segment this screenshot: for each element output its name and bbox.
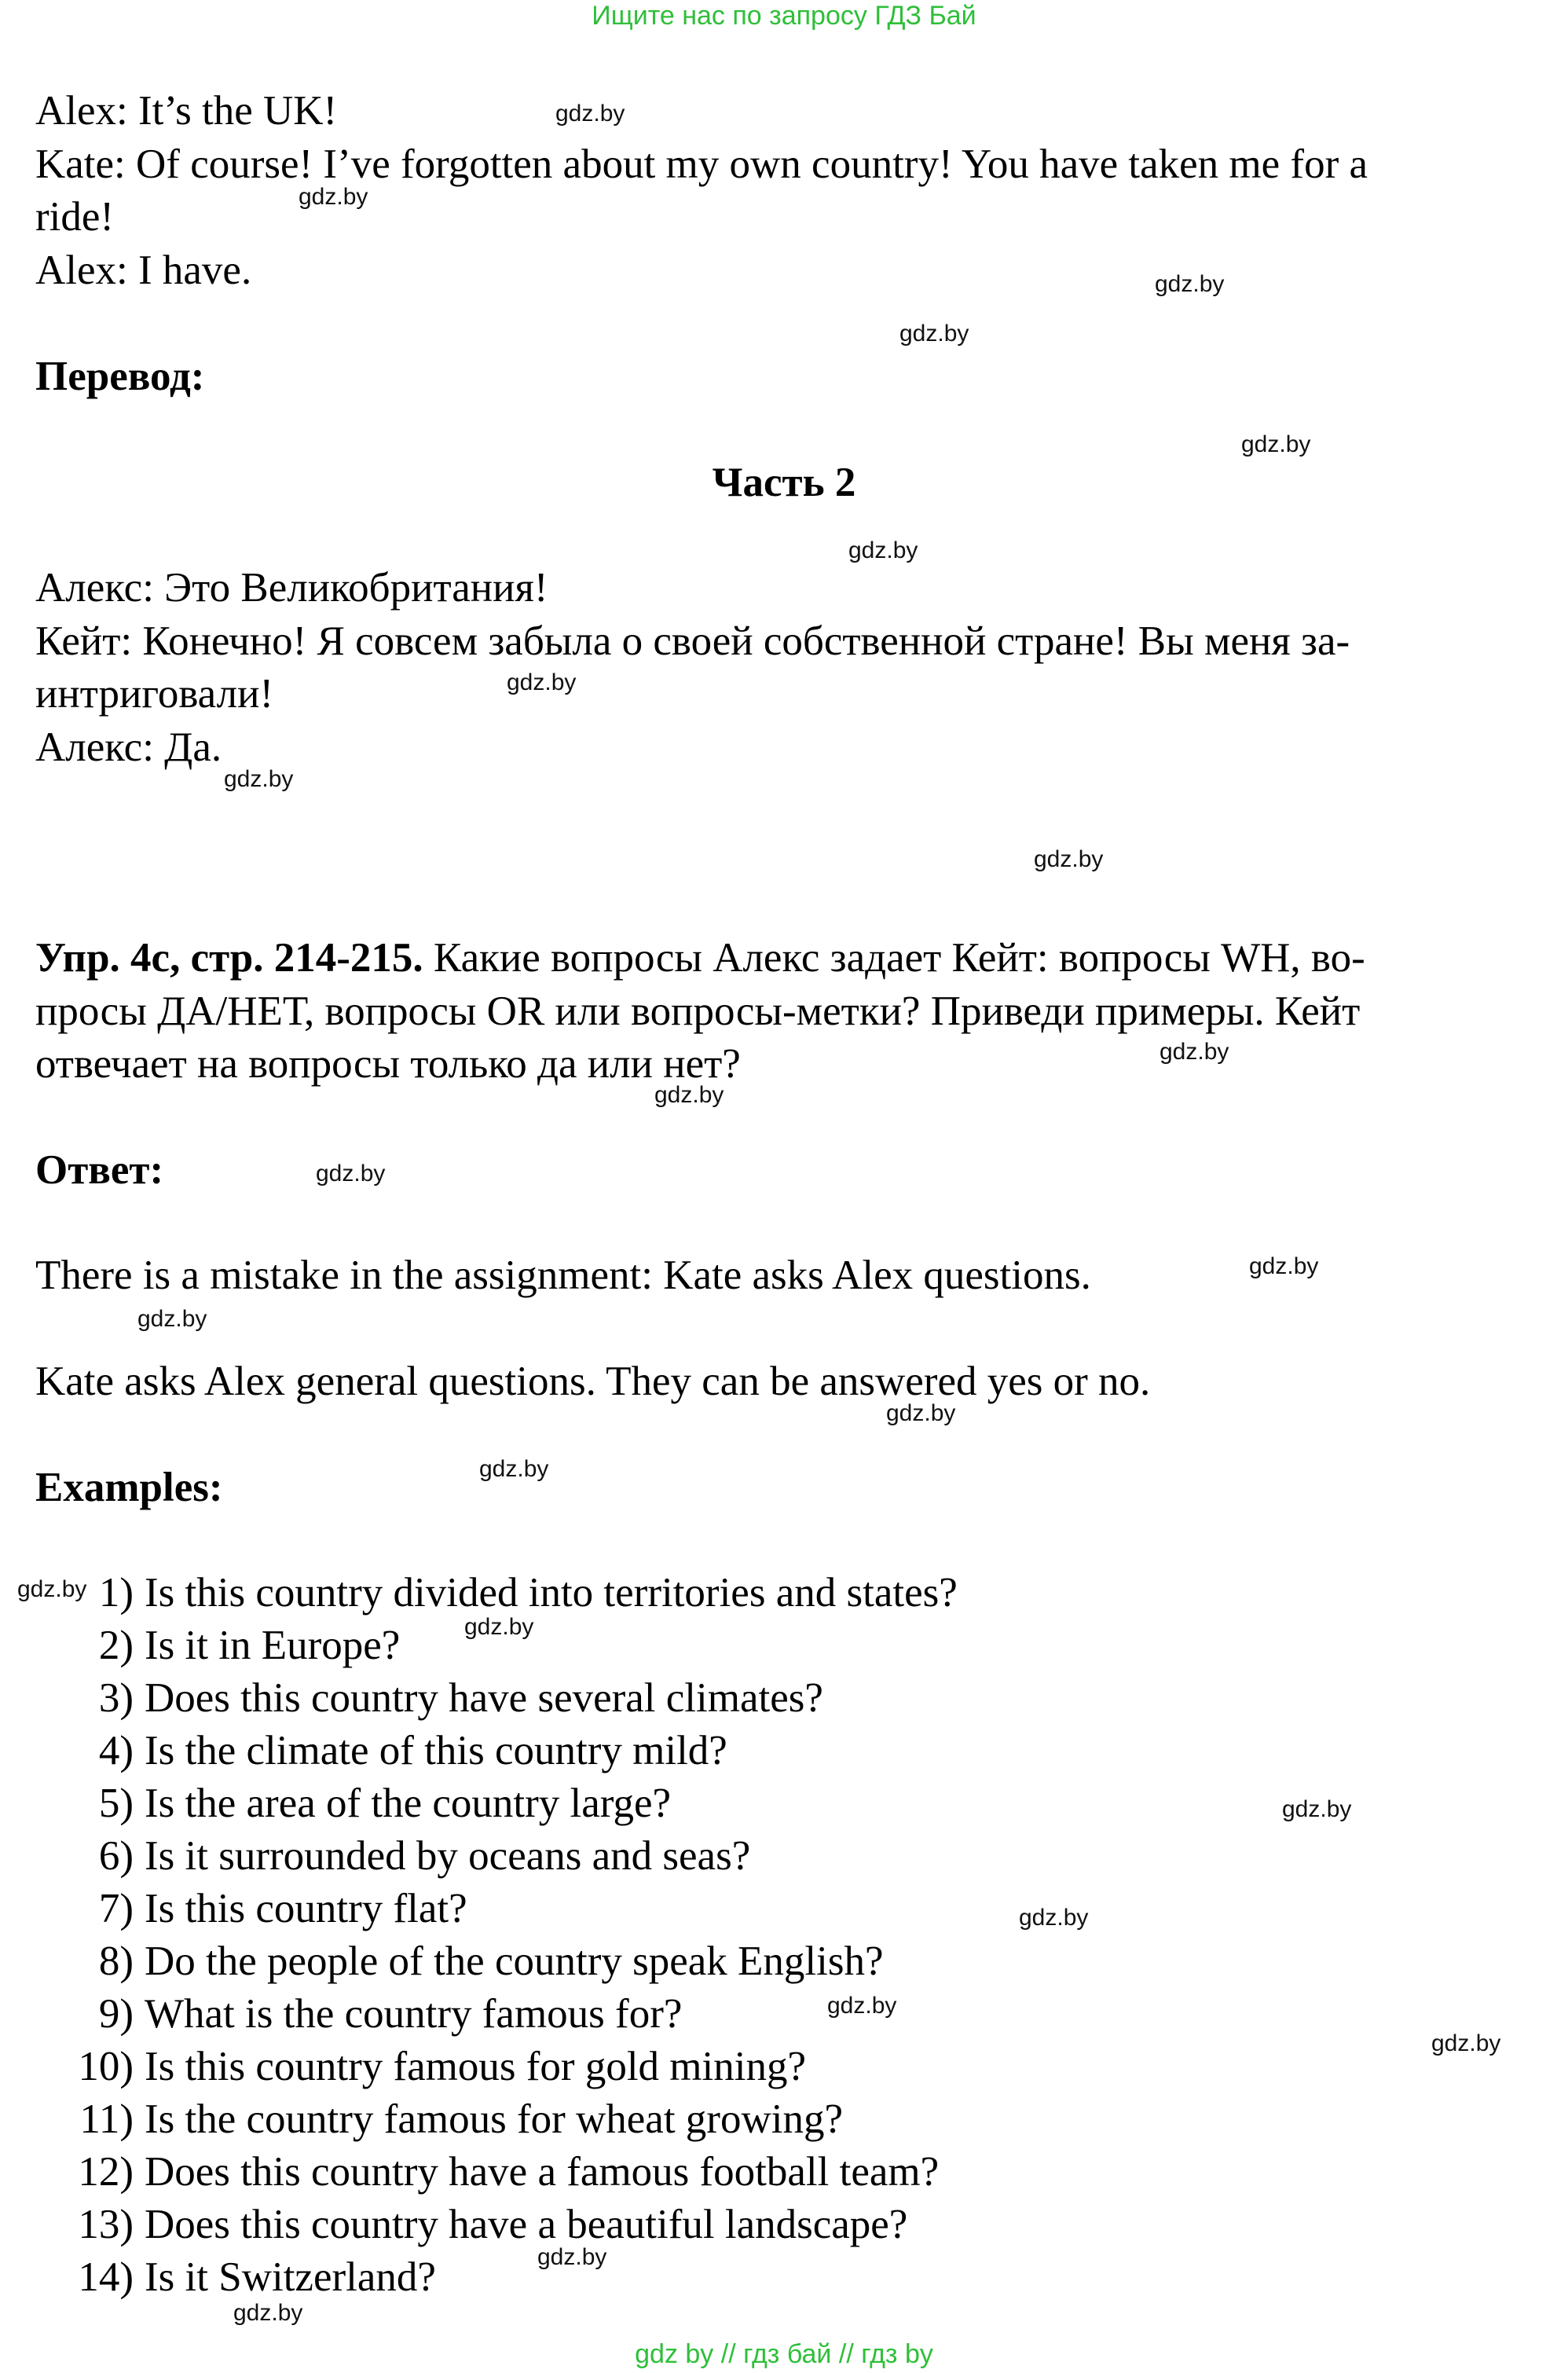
translation-line-2a: Кейт: Конечно! Я совсем забыла о своей собственной стране! Вы меня за- [35, 618, 1350, 664]
list-item [63, 1884, 467, 1933]
dialogue-en-line-2b: ride! [35, 194, 115, 240]
list-item-text: Is this country divided into territories and states? [145, 1570, 958, 1616]
list-item-number: 12) [78, 2149, 134, 2195]
watermark: gdz.by [299, 184, 368, 210]
watermark: gdz.by [1155, 271, 1225, 297]
list-item [63, 2253, 436, 2301]
list-item-number: 11) [79, 2096, 134, 2142]
dialogue-en-line-2a: Kate: Of course! I’ve forgotten about my own country! You have taken me for a [35, 141, 1368, 187]
list-item [63, 1990, 682, 2038]
list-item [63, 2042, 806, 2091]
watermark: gdz.by [224, 766, 294, 792]
list-item [63, 1674, 823, 1722]
exercise-text-a: Какие вопросы Алекс задает Кейт: вопросы WH, во- [433, 935, 1365, 981]
list-item-text: Is it in Europe? [145, 1623, 401, 1668]
translation-line-3: Алекс: Да. [35, 724, 222, 770]
exercise-text-c: отвечает на вопросы только да или нет? [35, 1041, 741, 1087]
list-item [63, 1568, 958, 1617]
list-item-number: 6) [98, 1833, 134, 1879]
translation-line-1: Алекс: Это Великобритания! [35, 565, 548, 611]
list-item-number: 14) [78, 2254, 134, 2300]
list-item [63, 2095, 843, 2144]
list-item-number: 2) [98, 1623, 134, 1668]
list-item-number: 8) [98, 1938, 134, 1984]
watermark: gdz.by [899, 321, 969, 347]
answer-label: Ответ: [35, 1147, 164, 1193]
watermark: gdz.by [555, 101, 625, 127]
exercise-line-1 [35, 933, 1365, 982]
watermark: gdz.by [137, 1306, 207, 1332]
list-item-text: Is the country famous for wheat growing? [145, 2096, 843, 2142]
watermark: gdz.by [537, 2244, 607, 2270]
watermark: gdz.by [827, 1993, 897, 2019]
exercise-text-b: просы ДА/НЕТ, вопросы OR или вопросы-метки? Приведи примеры. Кейт [35, 988, 1361, 1034]
watermark: gdz.by [17, 1576, 87, 1602]
examples-label: Examples: [35, 1465, 223, 1510]
watermark: gdz.by [886, 1400, 956, 1426]
watermark: gdz.by [479, 1456, 549, 1482]
watermark: gdz.by [1160, 1039, 1229, 1065]
list-item [63, 1779, 671, 1828]
part-title: Часть 2 [712, 460, 856, 505]
dialogue-en-line-3: Alex: I have. [35, 248, 252, 293]
list-item-text: Does this country have several climates? [145, 1675, 823, 1721]
list-item [63, 1621, 400, 1670]
list-item-text: Is it surrounded by oceans and seas? [145, 1833, 751, 1879]
list-item-text: Is the area of the country large? [145, 1781, 672, 1826]
exercise-heading: Упр. 4c, стр. 214-215. [35, 935, 423, 981]
translation-line-2b: интриговали! [35, 671, 274, 717]
list-item-number: 10) [78, 2044, 134, 2089]
watermark: gdz.by [848, 537, 918, 563]
list-item-text: What is the country famous for? [145, 1991, 683, 2037]
watermark: gdz.by [1431, 2030, 1501, 2056]
list-item [63, 1832, 750, 1880]
watermark: gdz.by [1241, 431, 1311, 457]
watermark: gdz.by [507, 669, 577, 695]
watermark: gdz.by [1019, 1905, 1089, 1931]
list-item-number: 3) [98, 1675, 134, 1721]
list-item-text: Is the climate of this country mild? [145, 1728, 727, 1773]
list-item-number: 13) [78, 2202, 134, 2247]
footer-text: gdz by // гдз бай // гдз by [635, 2339, 933, 2369]
header-search-text: Ищите нас по запросу ГДЗ Бай [592, 1, 976, 31]
dialogue-en-line-1: Alex: It’s the UK! [35, 88, 338, 134]
list-item [63, 2200, 907, 2249]
list-item-text: Is this country flat? [145, 1886, 467, 1931]
answer-paragraph-1: There is a mistake in the assignment: Kate asks Alex questions. [35, 1253, 1091, 1298]
watermark: gdz.by [316, 1161, 386, 1186]
watermark: gdz.by [1282, 1796, 1352, 1822]
list-item [63, 1726, 727, 1775]
watermark: gdz.by [1249, 1253, 1319, 1279]
list-item [63, 1937, 884, 1986]
watermark: gdz.by [654, 1082, 724, 1108]
watermark: gdz.by [233, 2300, 303, 2326]
list-item-text: Does this country have a famous football team? [145, 2149, 940, 2195]
list-item-number: 5) [98, 1781, 134, 1826]
list-item-text: Does this country have a beautiful landscape? [145, 2202, 908, 2247]
answer-paragraph-2: Kate asks Alex general questions. They can be answered yes or no. [35, 1359, 1151, 1404]
list-item-text: Is it Switzerland? [145, 2254, 436, 2300]
list-item-number: 9) [98, 1991, 134, 2037]
list-item-number: 4) [98, 1728, 134, 1773]
watermark: gdz.by [1034, 846, 1104, 872]
list-item-text: Do the people of the country speak English? [145, 1938, 884, 1984]
list-item-number: 7) [98, 1886, 134, 1931]
translation-label: Перевод: [35, 354, 205, 399]
list-item-number: 1) [98, 1570, 134, 1616]
list-item [63, 2147, 939, 2196]
watermark: gdz.by [464, 1614, 534, 1640]
list-item-text: Is this country famous for gold mining? [145, 2044, 806, 2089]
